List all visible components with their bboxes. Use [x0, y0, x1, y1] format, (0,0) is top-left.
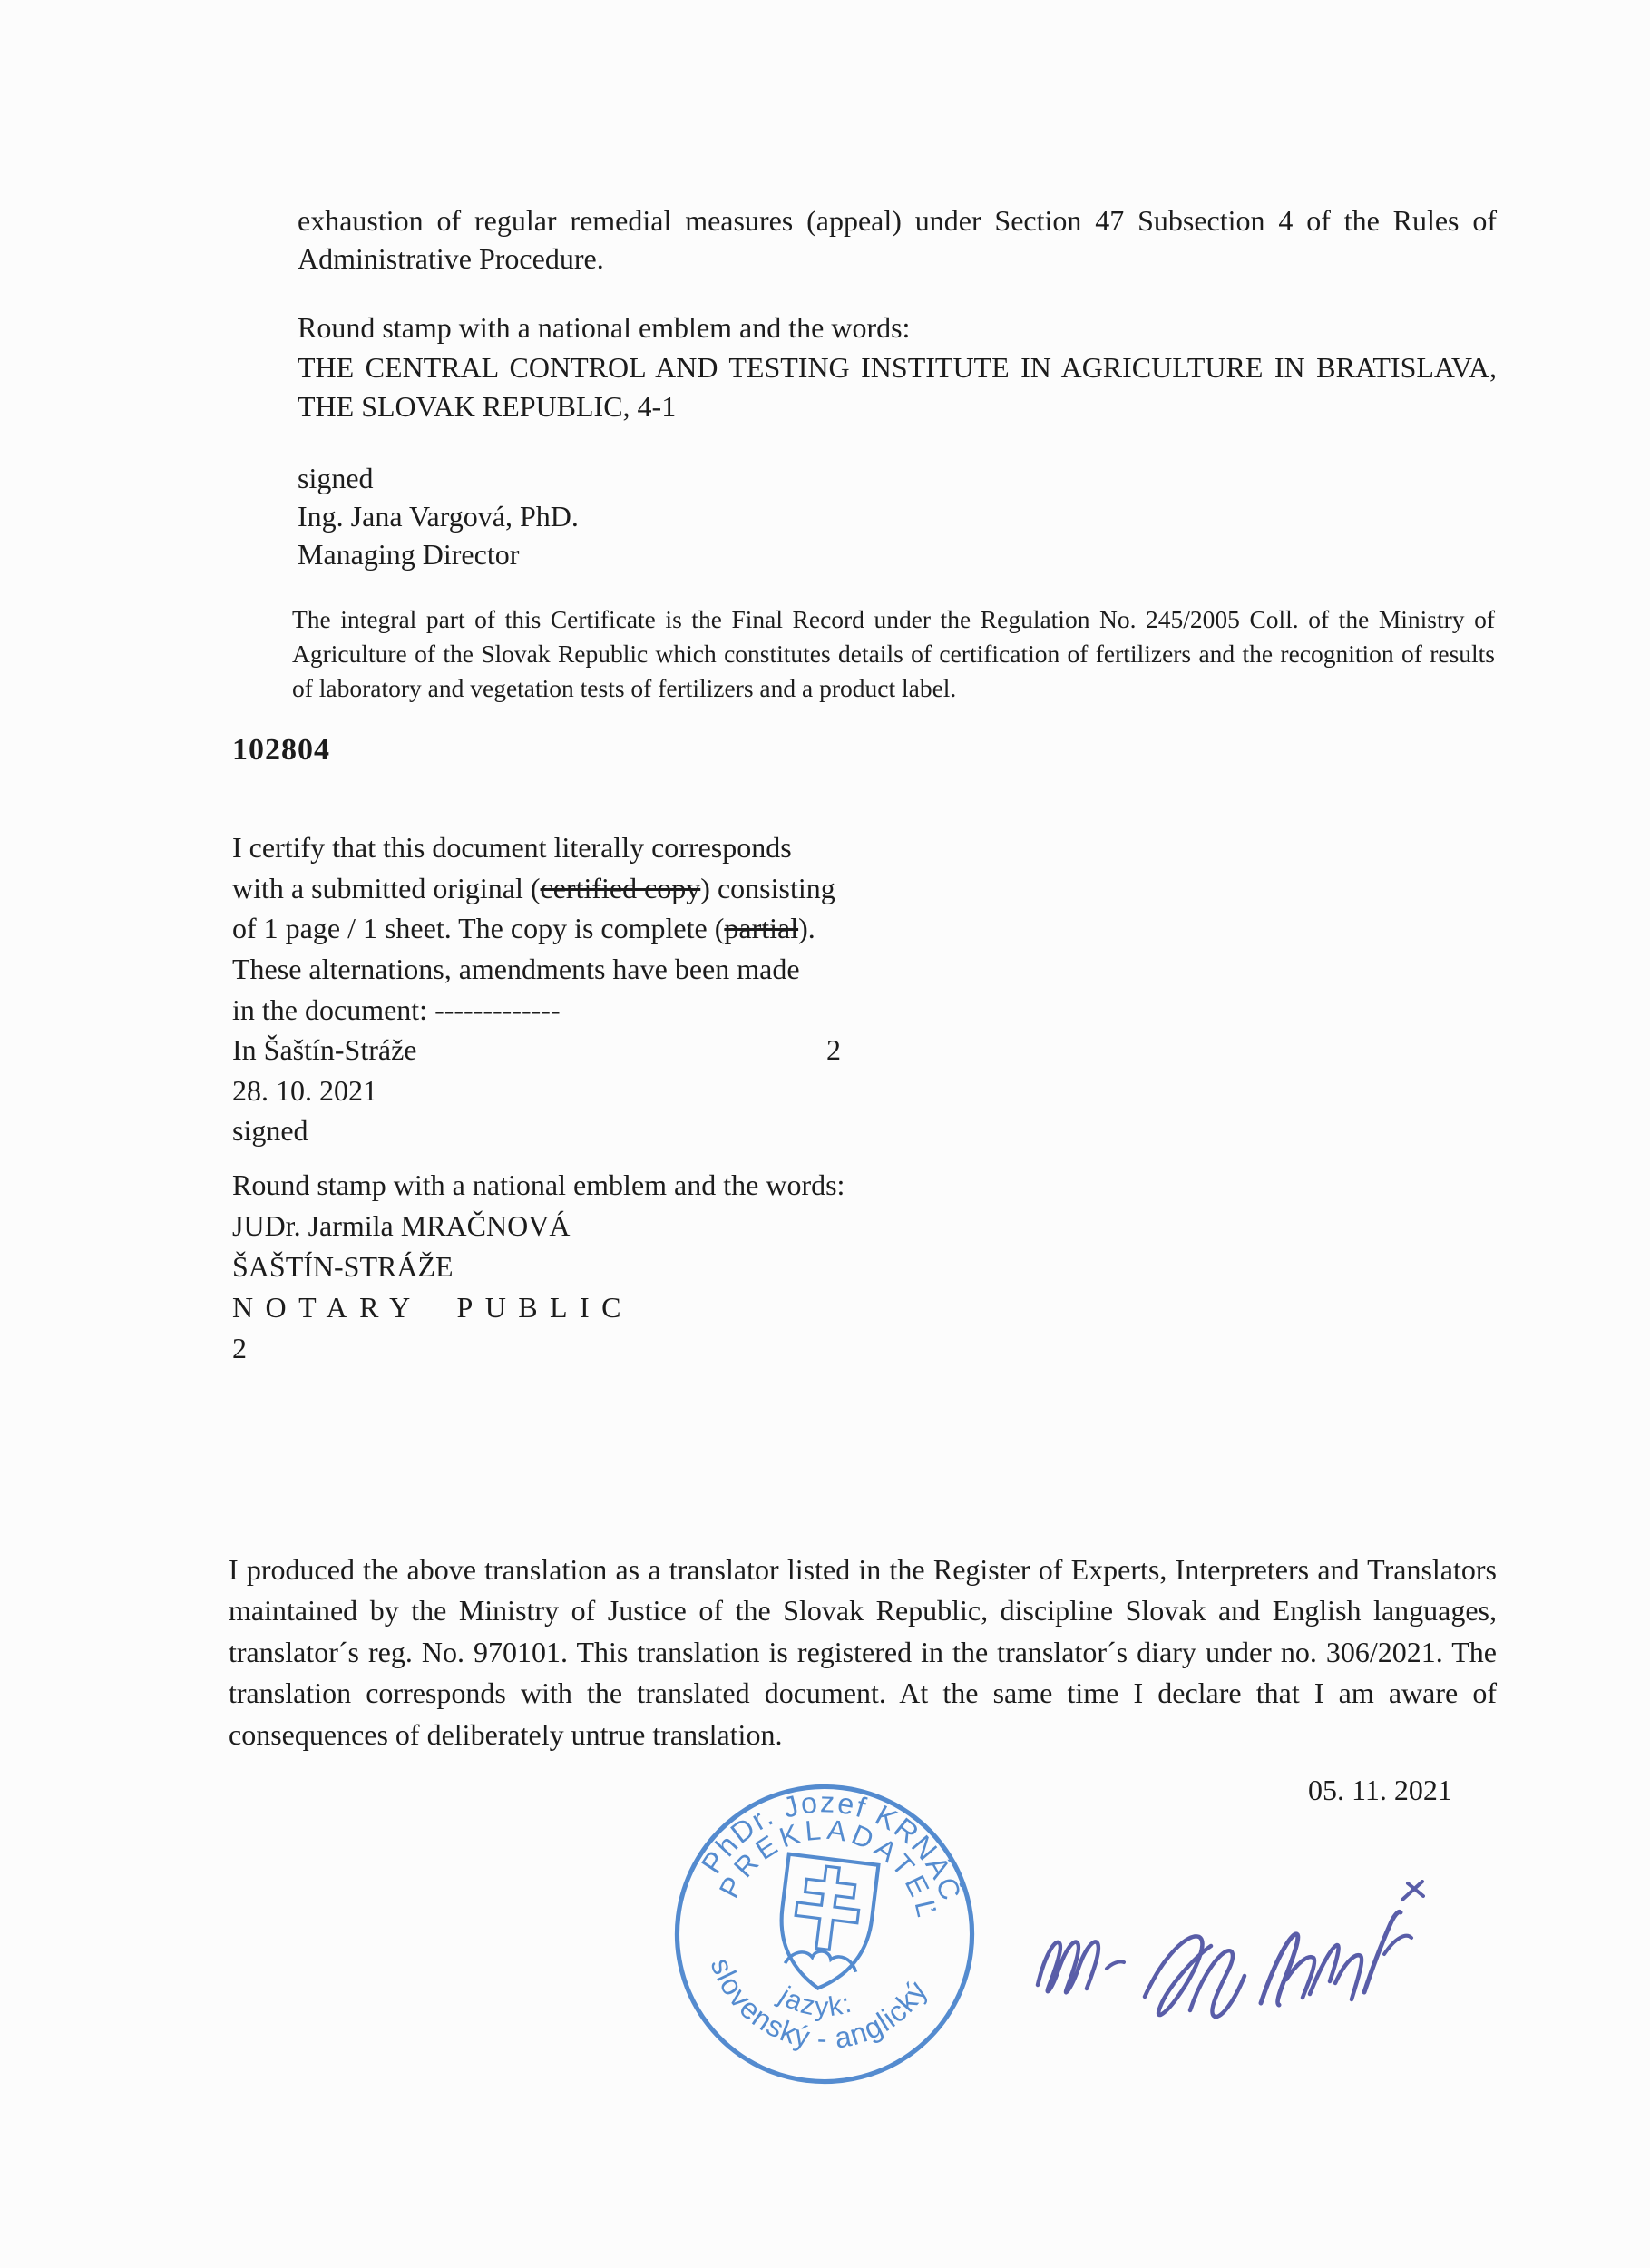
certify-line-2	[232, 868, 842, 909]
document-number: 102804	[232, 733, 330, 767]
certify-line2-post: ) consisting	[700, 871, 835, 904]
stamp-languages-arc-text: slovenský - anglický	[704, 1953, 934, 2056]
stamp-body-text: THE CENTRAL CONTROL AND TESTING INSTITUTE IN AGRICULTURE IN BRATISLAVA, THE SLOVAK REPUBLIC, 4-1	[298, 350, 1497, 424]
signed-label: signed	[298, 462, 374, 494]
certify-line3-pre: of 1 page / 1 sheet. The copy is complete (	[232, 912, 725, 945]
stamp-intro-line: Round stamp with a national emblem and the words:	[298, 311, 911, 344]
certify-line-5: in the document: -------------	[232, 992, 561, 1026]
director-title: Managing Director	[298, 538, 520, 572]
certify-line-1: I certify that this document literally corresponds	[232, 831, 792, 864]
director-signature-block	[298, 459, 579, 574]
institute-stamp-description	[298, 308, 1497, 427]
certify-line-3	[232, 908, 842, 949]
notary-certification-block	[232, 827, 842, 1151]
notary-stamp-intro: Round stamp with a national emblem and the words:	[232, 1168, 845, 1201]
certify-line2-pre: with a submitted original (	[232, 871, 541, 904]
slovak-emblem-icon	[773, 1854, 878, 1994]
handwritten-signature	[1018, 1847, 1444, 2033]
stamp-jazyk-text: jazyk:	[773, 1980, 857, 2023]
notary-number: 2	[232, 1332, 247, 1365]
integral-part-note: The integral part of this Certificate is the Final Record under the Regulation No. 245/2005 Coll. of the Ministry of Agriculture of the Slovak Republic which constitutes details of certification of fertilizers and the recognition of results of laboratory and vegetation tests of fertilizers and a product label.	[292, 605, 1495, 703]
certify-place: In Šaštín-Stráže	[232, 1033, 417, 1067]
certify-line-4: These alternations, amendments have been made	[232, 952, 800, 985]
translator-round-stamp	[665, 1774, 984, 2094]
stamp-role-arc-text: PREKLADATEĽ	[712, 1813, 944, 1924]
appeal-paragraph: exhaustion of regular remedial measures (appeal) under Section 47 Subsection 4 of the Rules of Administrative Procedure.	[298, 204, 1497, 276]
certify-place-line	[232, 1030, 842, 1070]
translator-declaration: I produced the above translation as a translator listed in the Register of Experts, Interpreters and Translators maintained by the Ministry of Justice of the Slovak Republic, discipline Slovak and English languages, translator´s reg. No. 970101. This translation is registered in the translator´s diary under no. 306/2021. The translation corresponds with the translated document. At the same time I declare that I am aware of consequences of deliberately untrue translation.	[229, 1553, 1497, 1751]
notary-stamp-description	[232, 1165, 845, 1370]
director-name: Ing. Jana Vargová, PhD.	[298, 500, 579, 533]
certify-line3-post: ).	[798, 912, 815, 945]
notary-title: NOTARY PUBLIC	[232, 1291, 633, 1325]
notary-city: ŠAŠTÍN-STRÁŽE	[232, 1250, 454, 1284]
certify-date: 28. 10. 2021	[232, 1073, 377, 1107]
certify-signed-label: signed	[232, 1114, 308, 1148]
page-marker: 2	[826, 1033, 841, 1067]
struck-certified-copy: certified copy	[540, 871, 701, 904]
stamp-name-arc-text: PhDr. Jozef KRNÁČ	[694, 1785, 969, 1906]
notary-name: JUDr. Jarmila MRAČNOVÁ	[232, 1209, 571, 1243]
struck-partial: partial	[724, 912, 799, 945]
translation-date: 05. 11. 2021	[1308, 1774, 1452, 1806]
